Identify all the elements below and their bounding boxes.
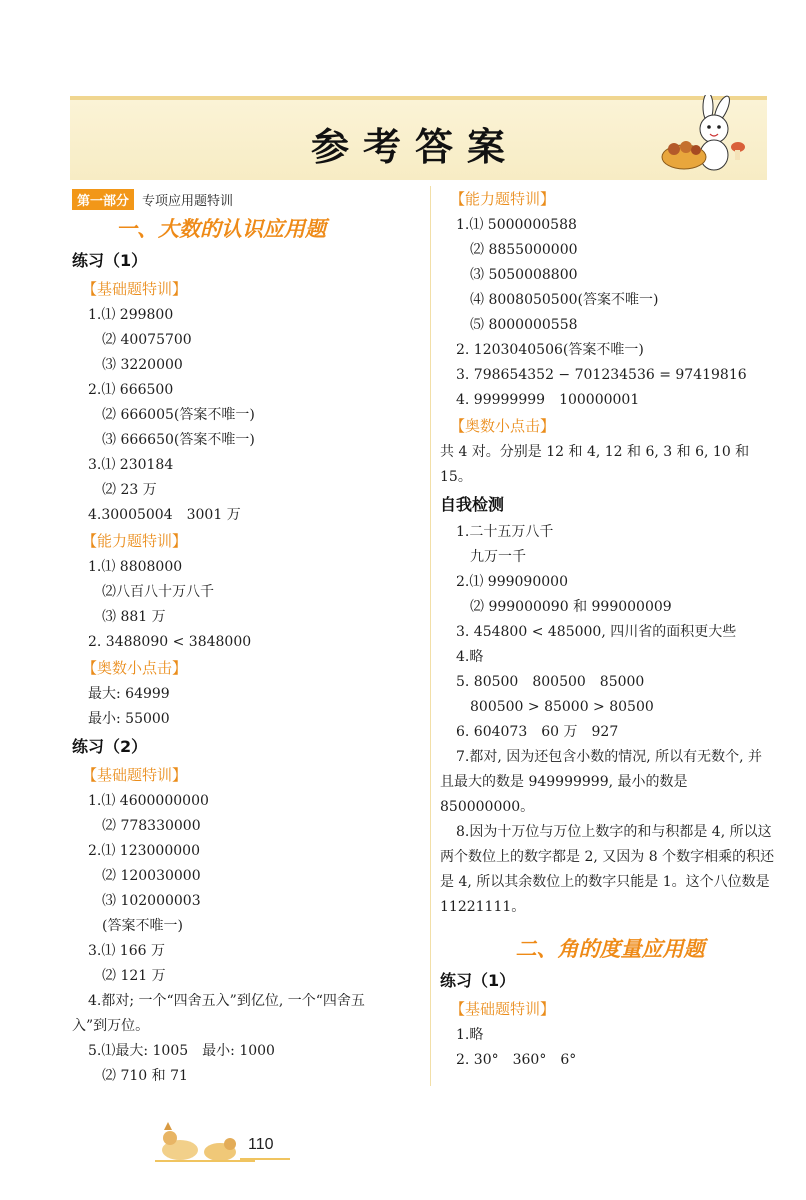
answer-line: 最大: 64999 xyxy=(88,686,170,702)
ex1-title: 练习（1） xyxy=(72,251,148,270)
right-column xyxy=(440,186,790,1073)
answer-line: 3.⑴ 230184 xyxy=(88,457,174,473)
answer-line: 1.⑴ 5000000588 xyxy=(456,217,577,233)
answer-line: 2. 1203040506(答案不唯一) xyxy=(456,342,644,358)
answer-line: ⑸ 8000000558 xyxy=(470,317,578,333)
answer-line: ⑶ 666650(答案不唯一) xyxy=(102,432,255,448)
answer-line: 九万一千 xyxy=(470,549,526,565)
answer-line: ⑵ 23 万 xyxy=(102,482,157,498)
selfcheck-title: 自我检测 xyxy=(440,495,505,514)
part-label: 专项应用题特训 xyxy=(142,193,234,209)
answer-line: 1.二十五万八千 xyxy=(456,524,554,540)
answer-line: 800500 > 85000 > 80500 xyxy=(470,699,654,715)
section2-ex1-title: 练习（1） xyxy=(440,971,516,990)
answer-line: ⑵八百八十万八千 xyxy=(102,584,214,600)
answer-line: 6. 604073 60 万 927 xyxy=(456,724,619,740)
ex1-ability-title: 【能力题特训】 xyxy=(82,532,188,550)
answer-line: 5.⑴最大: 1005 最小: 1000 xyxy=(88,1043,275,1059)
answer-line: (答案不唯一) xyxy=(102,918,183,934)
answer-line: ⑵ 121 万 xyxy=(102,968,166,984)
answer-line: 1.⑴ 299800 xyxy=(88,307,174,323)
page-number: 110 xyxy=(248,1136,274,1153)
answer-line: 3.⑴ 166 万 xyxy=(88,943,165,959)
answer-line: ⑵ 778330000 xyxy=(102,818,201,834)
part-header xyxy=(72,186,422,212)
answer-line: ⑶ 5050008800 xyxy=(470,267,578,283)
ex2-basic-title: 【基础题特训】 xyxy=(82,766,188,784)
answer-line: 2.⑴ 123000000 xyxy=(88,843,200,859)
answer-line: 4. 99999999 100000001 xyxy=(456,392,640,408)
column-divider xyxy=(430,186,431,1086)
answer-line: 1.⑴ 4600000000 xyxy=(88,793,209,809)
left-column xyxy=(72,186,422,1089)
answer-line: 4.30005004 3001 万 xyxy=(88,507,241,523)
answer-line: ⑵ 666005(答案不唯一) xyxy=(102,407,255,423)
ex2-title: 练习（2） xyxy=(72,737,148,756)
answer-line: ⑷ 8008050500(答案不唯一) xyxy=(470,292,659,308)
answer-line: 1.⑴ 8808000 xyxy=(88,559,183,575)
answer-line: ⑶ 102000003 xyxy=(102,893,201,909)
answer-paragraph: 8.因为十万位与万位上数字的和与积都是 4, 所以这两个数位上的数字都是 2, 又因为 8 个数字相乘的积还是 4, 所以其余数位上的数字只能是 1。这个八位数是 11221111。 xyxy=(440,824,775,915)
part-badge: 第一部分 xyxy=(72,189,134,210)
answer-line: ⑵ 999000090 和 999000009 xyxy=(470,599,672,615)
answer-line: 最小: 55000 xyxy=(88,711,170,727)
footer-rule xyxy=(240,1158,290,1160)
answer-line: ⑵ 8855000000 xyxy=(470,242,578,258)
answer-line: 1.略 xyxy=(456,1027,484,1043)
answer-line: 2. 30° 360° 6° xyxy=(456,1052,577,1068)
answer-line: 2.⑴ 666500 xyxy=(88,382,174,398)
answer-paragraph: 4.都对; 一个“四舍五入”到亿位, 一个“四舍五入”到万位。 xyxy=(72,993,365,1034)
ex1-olympiad-title: 【奥数小点击】 xyxy=(82,659,188,677)
answer-paragraph: 共 4 对。分别是 12 和 4, 12 和 6, 3 和 6, 10 和 15。 xyxy=(440,444,750,485)
bunny-mascot-illustration xyxy=(650,95,750,175)
answer-line: 3. 454800 < 485000, 四川省的面积更大些 xyxy=(456,624,737,640)
section2-title: 二、角的度量应用题 xyxy=(515,937,705,961)
answer-line: ⑶ 881 万 xyxy=(102,609,166,625)
section1-title: 一、大数的认识应用题 xyxy=(116,217,326,241)
section2-basic-title: 【基础题特训】 xyxy=(450,1000,556,1018)
page-title: 参考答案 xyxy=(310,125,519,169)
answer-line: 5. 80500 800500 85000 xyxy=(456,674,645,690)
answer-line: 3. 798654352 − 701234536 = 97419816 xyxy=(456,367,747,383)
ex2-ability-title: 【能力题特训】 xyxy=(450,190,556,208)
answer-line: ⑵ 120030000 xyxy=(102,868,201,884)
answer-line: 4.略 xyxy=(456,649,484,665)
answer-line: 2. 3488090 < 3848000 xyxy=(88,634,252,650)
answer-paragraph: 7.都对, 因为还包含小数的情况, 所以有无数个, 并且最大的数是 949999999, 最小的数是 850000000。 xyxy=(440,749,763,815)
answer-line: ⑵ 40075700 xyxy=(102,332,192,348)
answer-line: ⑵ 710 和 71 xyxy=(102,1068,188,1084)
ex2-olympiad-title: 【奥数小点击】 xyxy=(450,417,556,435)
answer-line: ⑶ 3220000 xyxy=(102,357,183,373)
ex1-basic-title: 【基础题特训】 xyxy=(82,280,188,298)
answer-line: 2.⑴ 999090000 xyxy=(456,574,568,590)
